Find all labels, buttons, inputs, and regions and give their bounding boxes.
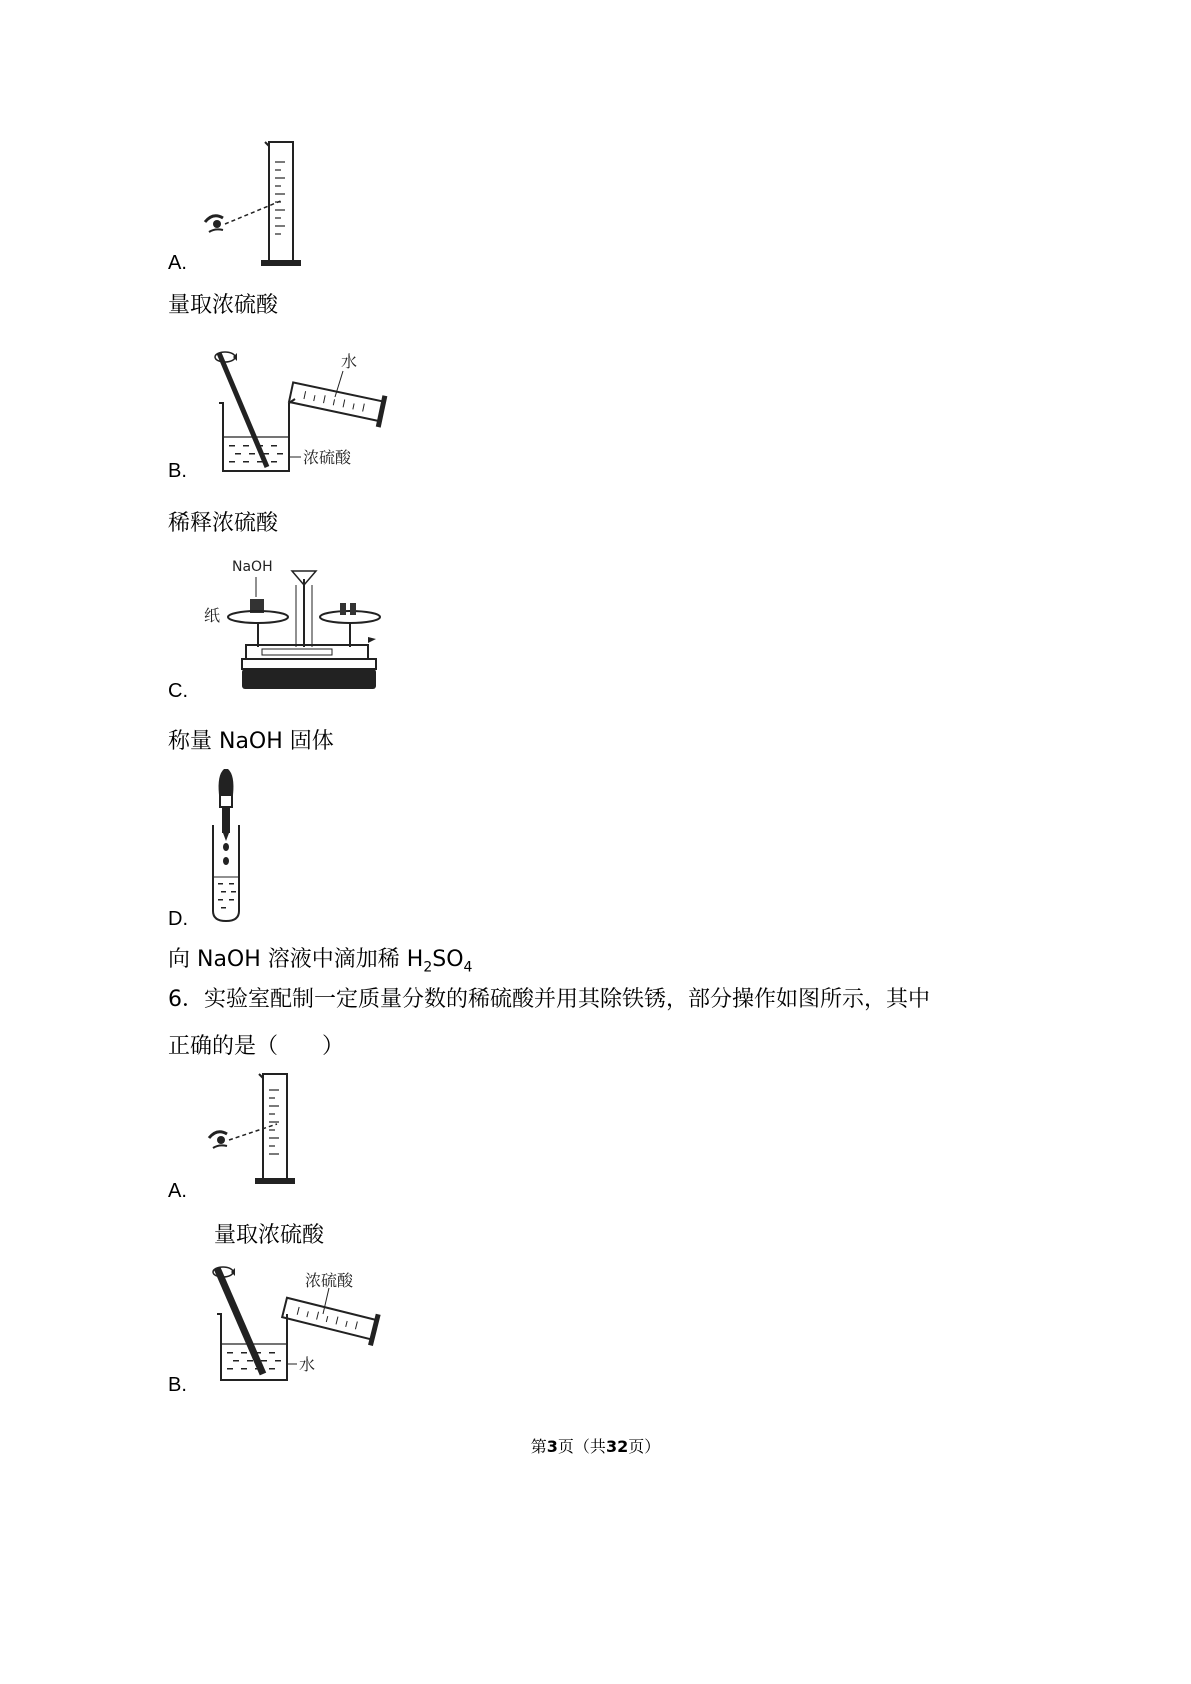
figure-q5-d-dropper (205, 765, 265, 925)
figure-q5-a-cylinder (195, 140, 315, 270)
q6-b-acid-label: 浓硫酸 (305, 1271, 354, 1290)
q6-b-water-label: 水 (299, 1355, 316, 1374)
figure-q5-b-dilution (205, 335, 405, 480)
q5-option-d-caption-pre: 向 NaOH 溶液中滴加稀 H (168, 947, 424, 972)
q5-c-paper-label: 纸 (204, 606, 221, 625)
figure-q5-c-balance (200, 555, 390, 695)
q5-b-acid-label: 浓硫酸 (303, 448, 352, 467)
q5-option-b-letter: B. (168, 460, 187, 482)
figure-q6-b-dilution (205, 1262, 395, 1387)
q5-c-naoh-label: NaOH (232, 559, 273, 575)
q5-option-d-letter: D. (168, 908, 188, 930)
q6-option-a-caption: 量取浓硫酸 (214, 1223, 325, 1248)
q5-option-d-caption-sub2: 4 (463, 959, 473, 976)
q5-option-d-caption-mid: SO (432, 947, 464, 972)
q6-line2: 正确的是（ ） (168, 1034, 345, 1059)
footer-post: 页） (628, 1437, 661, 1456)
q5-option-a-letter: A. (168, 252, 187, 274)
q5-option-b-caption: 稀释浓硫酸 (168, 511, 279, 536)
q6-option-a-letter: A. (168, 1180, 187, 1202)
footer-page-number: 3 (546, 1437, 558, 1456)
q6-number: 6． (168, 987, 204, 1012)
q5-option-c-caption: 称量 NaOH 固体 (168, 729, 334, 754)
q5-option-c-letter: C. (168, 680, 188, 702)
q6-line1: 实验室配制一定质量分数的稀硫酸并用其除铁锈，部分操作如图所示，其中 (204, 987, 931, 1012)
q5-option-a-caption: 量取浓硫酸 (168, 293, 279, 318)
q6-question-text (168, 976, 1028, 1070)
page-footer (0, 1434, 1191, 1457)
figure-q6-a-cylinder (205, 1072, 315, 1190)
q5-b-water-label: 水 (341, 352, 358, 371)
q6-option-b-letter: B. (168, 1374, 187, 1396)
q5-option-d-caption-sub1: 2 (423, 959, 433, 976)
q5-option-d-caption (168, 942, 472, 975)
footer-mid: 页（共 (557, 1437, 606, 1456)
footer-pre: 第 (530, 1437, 547, 1456)
footer-total-pages: 32 (605, 1437, 629, 1456)
